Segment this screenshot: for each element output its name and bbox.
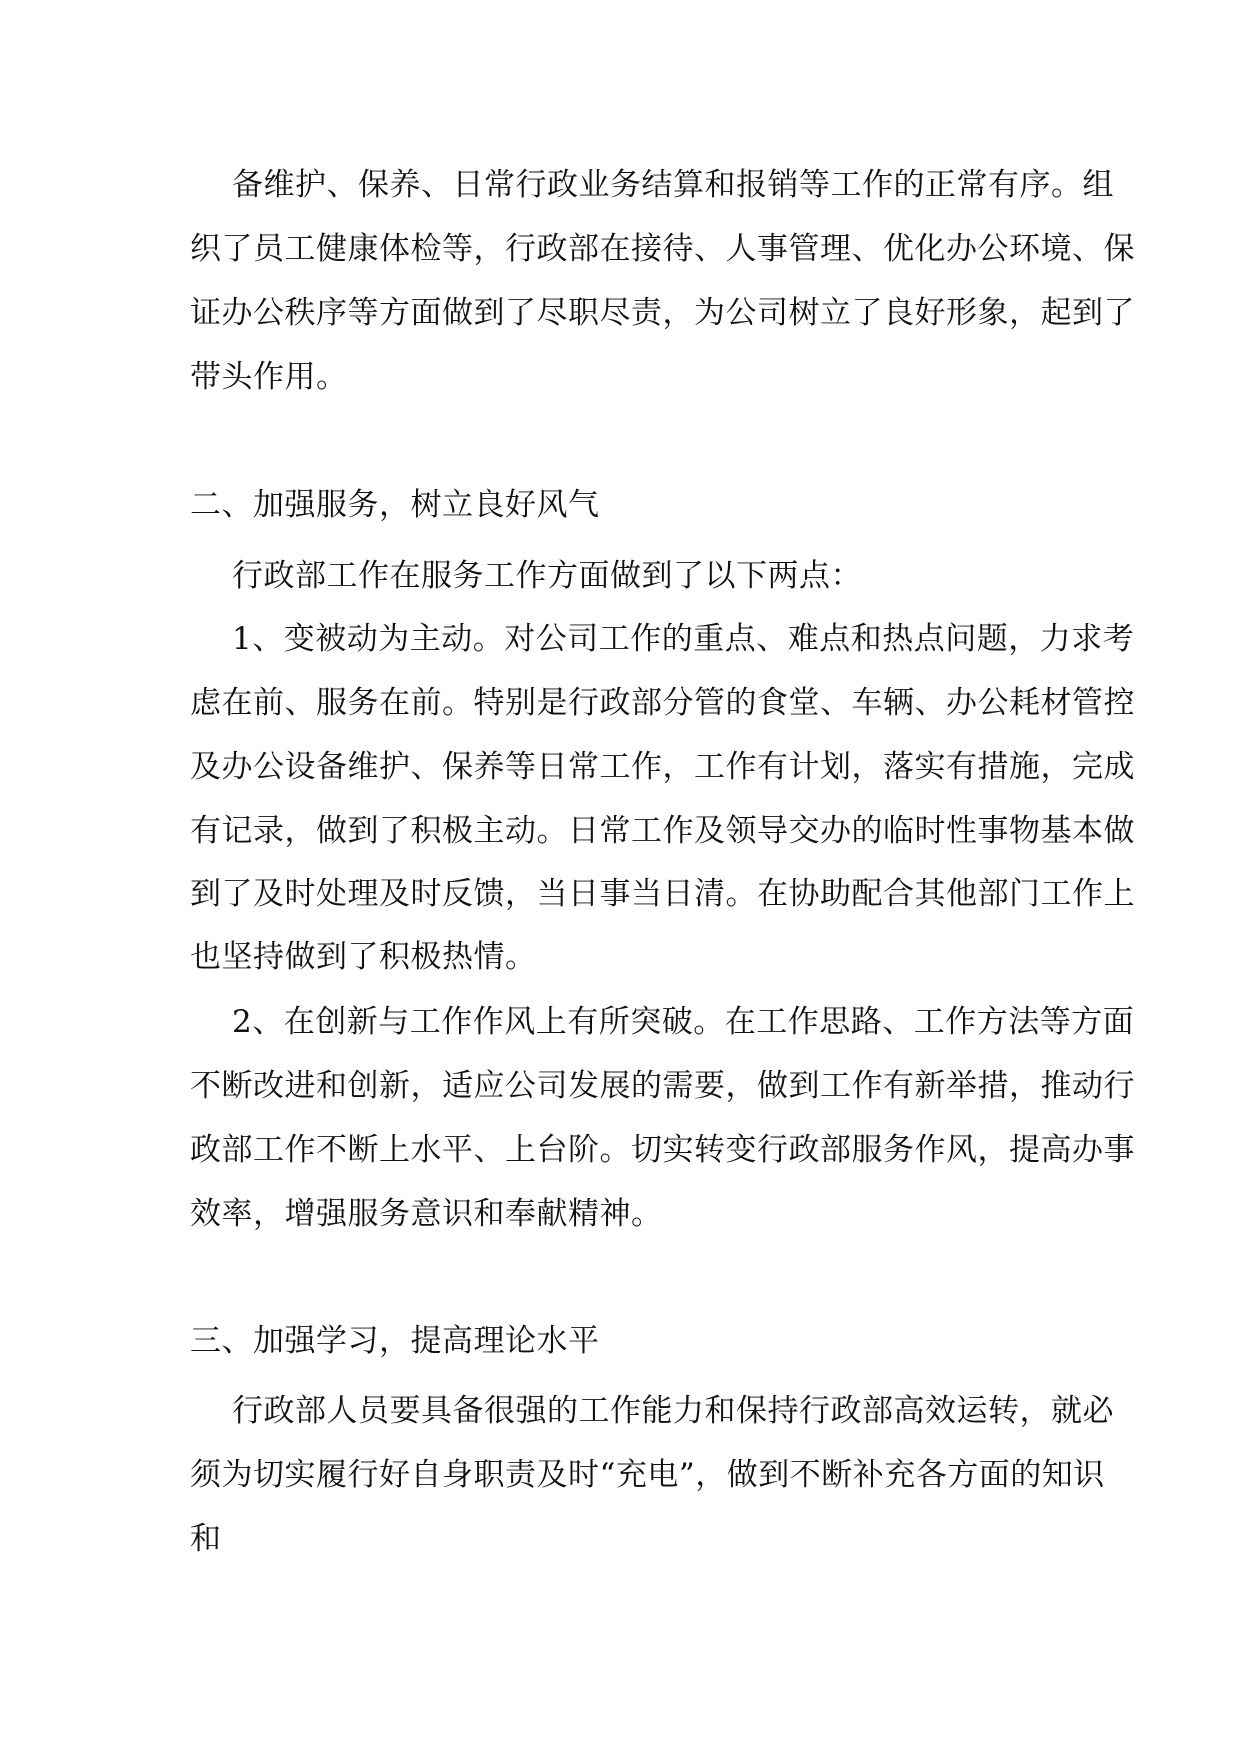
paragraph-1-line: 备维护、保养、日常行政业务结算和报销等工作的正常有序。组: [232, 167, 1114, 203]
paragraph-3-line: 到了及时处理及时反馈，当日事当日清。在协助配合其他部门工作上: [190, 876, 1135, 912]
paragraph-3-line: 虑在前、服务在前。特别是行政部分管的食堂、车辆、办公耗材管控: [190, 685, 1135, 721]
paragraph-3-line: 及办公设备维护、保养等日常工作，工作有计划，落实有措施，完成: [190, 749, 1135, 785]
section-heading-2: 二、加强服务，树立良好风气: [190, 487, 600, 523]
paragraph-3-line: 有记录，做到了积极主动。日常工作及领导交办的临时性事物基本做: [190, 813, 1135, 849]
paragraph-1-line: 织了员工健康体检等，行政部在接待、人事管理、优化办公环境、保: [190, 231, 1135, 267]
paragraph-1-line: 证办公秩序等方面做到了尽职尽责，为公司树立了良好形象，起到了: [190, 295, 1135, 331]
paragraph-5-line: 和: [190, 1521, 222, 1557]
paragraph-4-line: 2、在创新与工作作风上有所突破。在工作思路、工作方法等方面: [232, 1004, 1135, 1040]
paragraph-4-line: 政部工作不断上水平、上台阶。切实转变行政部服务作风，提高办事: [190, 1132, 1135, 1168]
paragraph-4-line: 效率，增强服务意识和奉献精神。: [190, 1196, 663, 1232]
paragraph-2-line: 行政部工作在服务工作方面做到了以下两点：: [232, 558, 862, 594]
paragraph-1-line: 带头作用。: [190, 359, 348, 395]
paragraph-3-line: 也坚持做到了积极热情。: [190, 939, 537, 975]
paragraph-4-line: 不断改进和创新，适应公司发展的需要，做到工作有新举措，推动行: [190, 1068, 1135, 1104]
paragraph-3-line: 1、变被动为主动。对公司工作的重点、难点和热点问题，力求考: [232, 621, 1135, 657]
paragraph-5-line: 行政部人员要具备很强的工作能力和保持行政部高效运转，就必: [232, 1393, 1114, 1429]
section-heading-3: 三、加强学习，提高理论水平: [190, 1323, 600, 1359]
paragraph-5-line: 须为切实履行好自身职责及时“充电”，做到不断补充各方面的知识: [190, 1457, 1105, 1493]
